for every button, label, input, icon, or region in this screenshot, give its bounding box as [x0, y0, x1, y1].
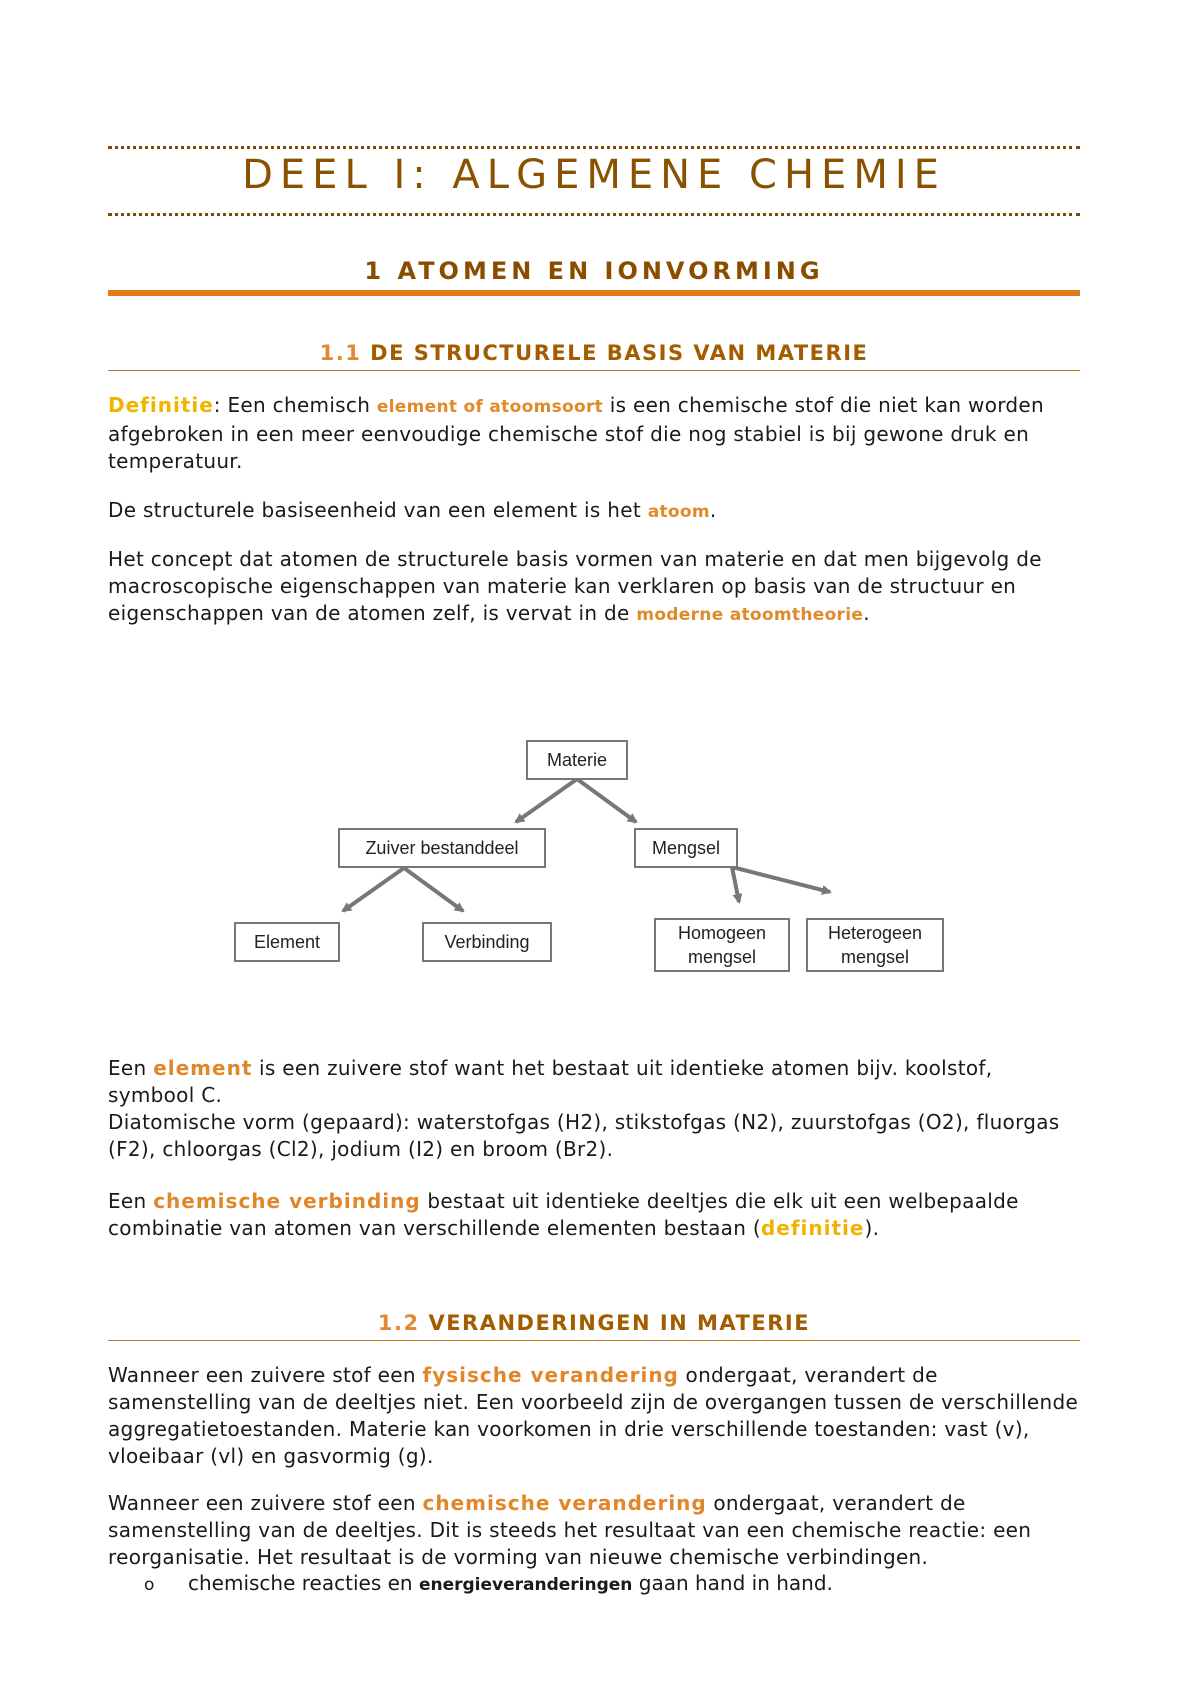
keyword-definitie: definitie: [760, 1216, 865, 1240]
keyword-chemische-verbinding: chemische verbinding: [153, 1189, 421, 1213]
section-2-heading: [108, 1308, 1080, 1338]
physical-pre: Wanneer een zuivere stof een: [108, 1363, 423, 1387]
arrow-materie-to-mengsel: [577, 779, 636, 822]
node-mengsel: Mengsel: [634, 828, 738, 868]
list-item: [144, 1570, 1080, 1599]
physical-change-paragraph: [108, 1362, 1080, 1470]
arrow-mengsel-to-heterogeen: [732, 867, 830, 892]
matter-classification-diagram: [108, 0, 1080, 1000]
keyword-energieveranderingen: energieveranderingen: [418, 1575, 633, 1595]
node-verbinding: Verbinding: [422, 922, 552, 962]
bullet-marker: o: [144, 1575, 155, 1595]
element-paragraph: [108, 1055, 1080, 1163]
compound-end: ).: [864, 1216, 880, 1240]
chemical-text: ondergaat, verandert de samenstelling van de deeltjes. Dit is steeds het resultaat van een chemische reactie: een reorganisatie. Het resultaat is de vorming van nieuwe chemische verbindingen.: [108, 1491, 1032, 1569]
arrow-mengsel-to-homogeen: [732, 867, 739, 902]
arrow-materie-to-zuiver: [516, 779, 577, 822]
section-1-title: DE STRUCTURELE BASIS VAN MATERIE: [370, 341, 869, 365]
bullet-post: gaan hand in hand.: [632, 1571, 833, 1595]
section-2-title: VERANDERINGEN IN MATERIE: [428, 1311, 811, 1335]
compound-text: bestaat uit identieke deeltjes die elk uit een welbepaalde combinatie van atomen van verschillende elementen bestaan (: [108, 1189, 1019, 1240]
section-1-number: 1.1: [319, 341, 362, 365]
keyword-chemische-verandering: chemische verandering: [422, 1491, 707, 1515]
element-text: is een zuivere stof want het bestaat uit identieke atomen bijv. koolstof, symbool C.: [108, 1056, 993, 1107]
keyword-fysische-verandering: fysische verandering: [422, 1363, 679, 1387]
chemical-pre: Wanneer een zuivere stof een: [108, 1491, 423, 1515]
arrow-zuiver-to-verbinding: [404, 868, 463, 911]
atom-theory-text: Het concept dat atomen de structurele basis vormen van materie en dat men bijgevolg de macroscopische eigenschappen van materie kan verklaren op basis van de structuur en eigenschappen van de atomen zelf, is vervat in de: [108, 547, 1042, 625]
basic-unit-end: .: [709, 498, 717, 522]
compound-pre: Een: [108, 1189, 154, 1213]
element-pre: Een: [108, 1056, 154, 1080]
node-homogeen-mengsel: Homogeen mengsel: [654, 918, 790, 972]
section-2-number: 1.2: [377, 1311, 420, 1335]
physical-text: ondergaat, verandert de samenstelling van de deeltjes niet. Een voorbeeld zijn de overgangen tussen de verschillende aggregatietoestanden. Materie kan voorkomen in drie verschillende toestanden: vast (v), vloeibaar (vl) en gasvormig (g).: [108, 1363, 1079, 1468]
basic-unit-text: De structurele basiseenheid van een element is het: [108, 498, 648, 522]
node-zuiver-bestanddeel: Zuiver bestanddeel: [338, 828, 546, 868]
arrow-zuiver-to-element: [343, 868, 404, 911]
section-2-rule: [108, 1340, 1080, 1341]
chemical-change-paragraph: [108, 1490, 1080, 1571]
keyword-element: element: [153, 1056, 253, 1080]
keyword-atoom: atoom: [647, 502, 710, 522]
diatomic-text: Diatomische vorm (gepaard): waterstofgas (H2), stikstofgas (N2), zuurstofgas (O2), fluorgas (F2), chloorgas (Cl2), jodium (I2) en broom (Br2).: [108, 1110, 1060, 1161]
definition-label: Definitie: [108, 393, 214, 417]
node-materie: Materie: [526, 740, 628, 780]
node-element: Element: [234, 922, 340, 962]
part-title: DEEL I: ALGEMENE CHEMIE: [242, 152, 946, 198]
definition-text-1: : Een chemisch: [213, 393, 377, 417]
bullet-pre: chemische reacties en: [188, 1571, 419, 1595]
node-heterogeen-mengsel: Heterogeen mengsel: [806, 918, 944, 972]
keyword-moderne-atoomtheorie: moderne atoomtheorie: [636, 605, 864, 625]
compound-paragraph: [108, 1188, 1080, 1242]
chapter-title: 1 ATOMEN EN IONVORMING: [364, 257, 824, 285]
keyword-element-atoomsoort: element of atoomsoort: [376, 397, 604, 417]
atom-theory-end: .: [863, 601, 870, 625]
definition-text-2: is een chemische stof die niet kan worden afgebroken in een meer eenvoudige chemische stof die nog stabiel is bij gewone druk en temperatuur.: [108, 393, 1044, 473]
